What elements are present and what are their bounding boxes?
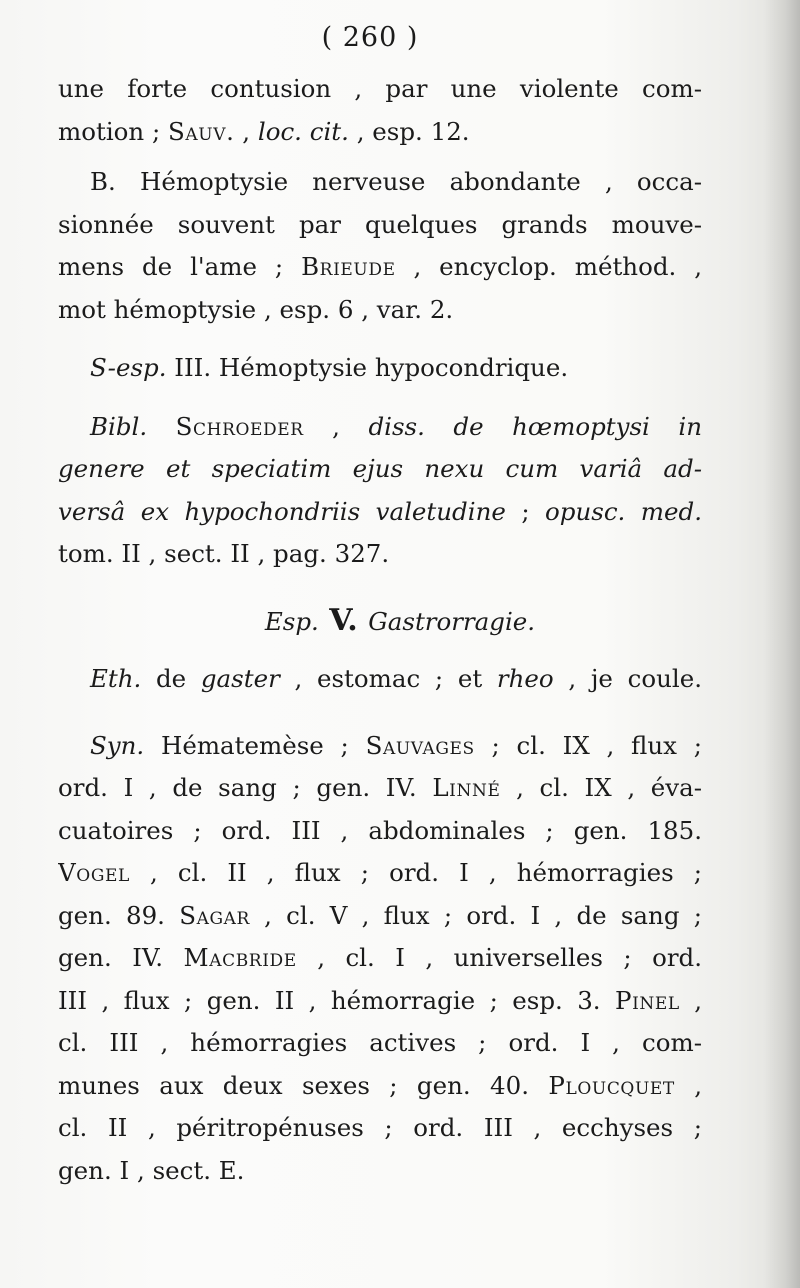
text-line: mot hémoptysie , esp. 6 , var. 2. <box>58 294 454 324</box>
author-name: Brieude <box>301 252 396 281</box>
text-line: III , flux ; gen. II , hémorragie ; esp. 3. Pinel , <box>58 985 702 1015</box>
author-name: Sagar <box>179 900 250 930</box>
text-line: gen. IV. Macbride , cl. I , universelles ; ord. <box>58 943 702 972</box>
author-name: Macbride <box>183 943 297 972</box>
author-name: Linné <box>432 773 501 802</box>
text-line: Syn. Hématemèse ; Sauvages ; cl. IX , flux ; <box>90 730 702 760</box>
text-line: Bibl. Schroeder , diss. de hœmoptysi in <box>90 411 702 441</box>
text-line: munes aux deux sexes ; gen. 40. Ploucquet , <box>58 1070 702 1100</box>
text-line: motion ; Sauv. , loc. cit. , esp. 12. <box>58 116 470 146</box>
author-name: Sauvages <box>365 730 475 760</box>
species-heading: Esp. V. Gastrorragie. <box>264 602 536 638</box>
text-line: sionnée souvent par quelques grands mouve- <box>58 209 702 239</box>
text-line: cl. II , péritropénuses ; ord. III , ecchyses ; <box>58 1113 702 1142</box>
etymology-line: Eth. de gaster , estomac ; et rheo , je coule. <box>90 664 702 693</box>
text-line: Vogel , cl. II , flux ; ord. I , hémorragies ; <box>58 858 702 887</box>
text-line: gen. 89. Sagar , cl. V , flux ; ord. I , de sang ; <box>58 900 702 930</box>
text-line: versâ ex hypochondriis valetudine ; opusc. med. <box>58 496 702 526</box>
author-name: Sauv. <box>168 116 235 146</box>
text-line: mens de l'ame ; Brieude , encyclop. méthod. , <box>58 252 702 281</box>
author-name: Ploucquet <box>548 1070 675 1100</box>
page-body <box>58 68 702 1192</box>
author-name: Pinel <box>615 985 680 1015</box>
text-line: genere et speciatim ejus nexu cum variâ ad- <box>58 454 702 483</box>
text-line: gen. I , sect. E. <box>58 1155 245 1185</box>
text-line: B. Hémoptysie nerveuse abondante , occa- <box>90 167 702 196</box>
author-name: Schroeder <box>175 411 304 441</box>
text-line: une forte contusion , par une violente com- <box>58 74 702 103</box>
author-name: Vogel <box>58 858 130 887</box>
page-number: ( 260 ) <box>321 22 419 53</box>
text-line: tom. II , sect. II , pag. 327. <box>58 539 390 568</box>
text-line: ord. I , de sang ; gen. IV. Linné , cl. IX , éva- <box>58 773 702 802</box>
page-gutter-shadow <box>764 0 800 1288</box>
sub-species-heading: S-esp. III. Hémoptysie hypocondrique. <box>90 353 569 382</box>
text-line: cuatoires ; ord. III , abdominales ; gen. 185. <box>58 815 702 845</box>
text-line: cl. III , hémorragies actives ; ord. I , com- <box>58 1028 702 1057</box>
